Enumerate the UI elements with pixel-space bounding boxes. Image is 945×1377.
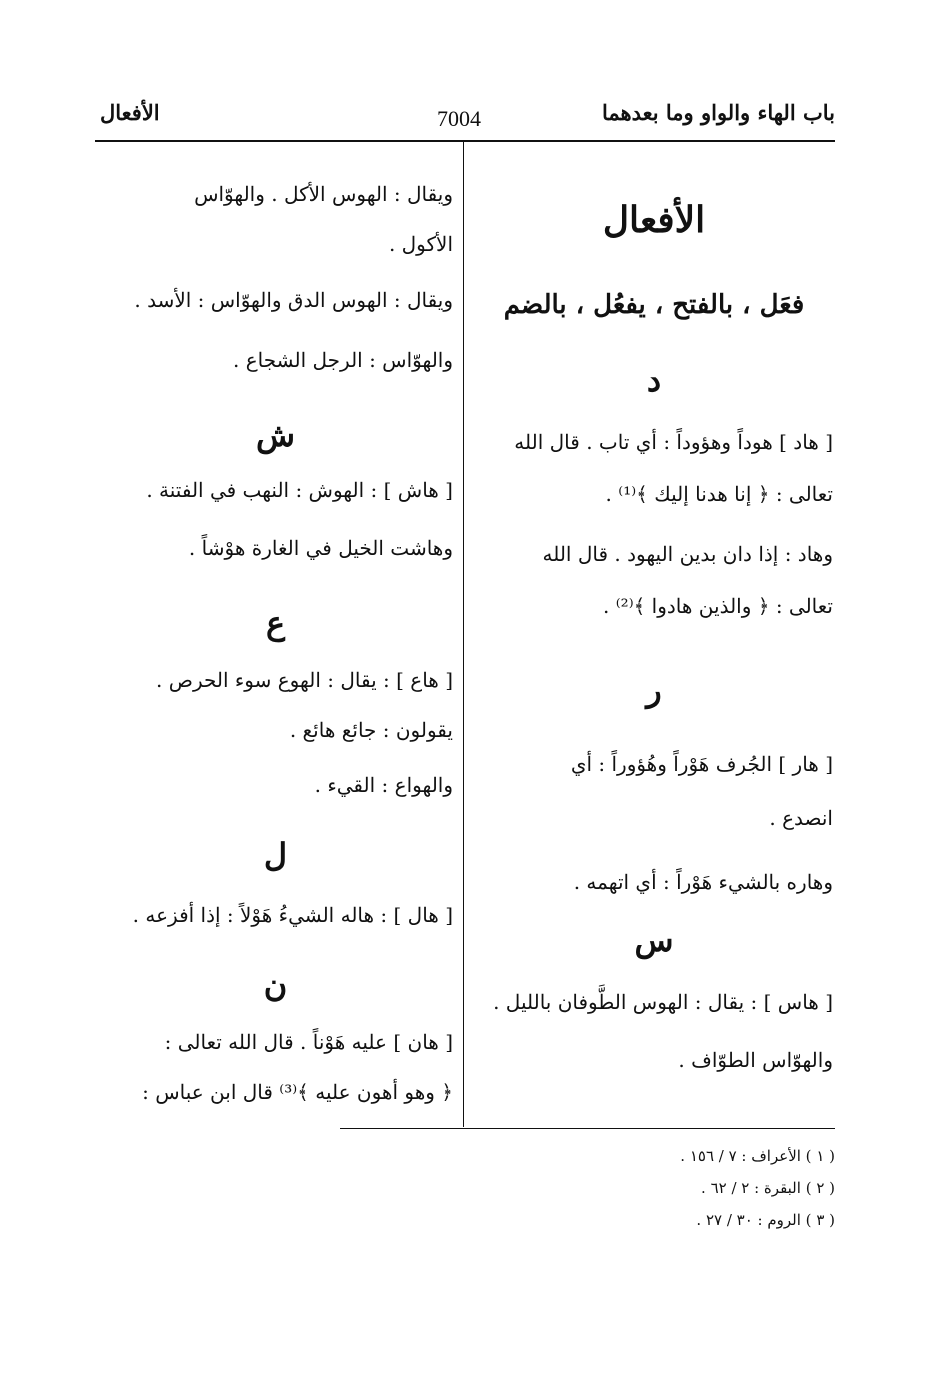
footnote-2: ( ٢ ) البقرة : ٢ / ٦٢ . [701, 1179, 835, 1197]
letter-heading-lam: ل [263, 836, 288, 874]
column-title: الأفعال [602, 199, 706, 241]
chapter-title: باب الهاء والواو وما بعدهما [601, 100, 835, 125]
entry-had2-line2: تعالى : ﴿ والذين هادوا ﴾⁽²⁾ . [603, 594, 833, 618]
entry-hal: [ هال ] : هاله الشيءُ هَوْلاً : إذا أفزعه . [132, 903, 453, 927]
footnote-rule [340, 1128, 835, 1129]
footnote-1: ( ١ ) الأعراف : ٧ / ١٥٦ . [680, 1147, 835, 1165]
verb-pattern-heading: فعَل ، بالفتح ، يفعُل ، بالضم [503, 290, 805, 320]
entry-has3-line1: ويقال : الهوس الأكل . والهوّاس [194, 182, 453, 206]
letter-heading-sin: س [634, 921, 674, 959]
letter-heading-ra: ر [646, 671, 662, 709]
entry-had2-line1: وهاد : إذا دان بدين اليهود . قال الله [542, 542, 833, 566]
entry-had-line1: [ هاد ] هوداً وهؤوداً : أي تاب . قال الله [514, 430, 833, 454]
entry-han-line2: ﴿ وهو أهون عليه ﴾⁽³⁾ قال ابن عباس : [142, 1080, 453, 1104]
entry-hash-line1: [ هاش ] : الهوش : النهب في الفتنة . [146, 478, 453, 502]
header-rule [95, 140, 835, 142]
footnote-3: ( ٣ ) الروم : ٣٠ / ٢٧ . [696, 1211, 835, 1229]
entry-haa-line1: [ هاع ] : يقال : الهوع سوء الحرص . [156, 668, 453, 692]
entry-haa-line3: والهواع : القيء . [314, 773, 453, 797]
entry-had-line2: تعالى : ﴿ إنا هدنا إليك ﴾⁽¹⁾ . [605, 482, 833, 506]
letter-heading-nun: ن [263, 966, 288, 1004]
entry-has-line1: [ هاس ] : يقال : الهوس الطَّوفان بالليل . [493, 990, 833, 1014]
column-divider [463, 142, 464, 1127]
section-title: الأفعال [100, 100, 160, 125]
entry-has4: ويقال : الهوس الدق والهوّاس : الأسد . [134, 288, 453, 312]
entry-has3-line2: الأكول . [388, 232, 453, 256]
entry-has5: والهوّاس : الرجل الشجاع . [233, 348, 453, 372]
letter-heading-ain: ع [265, 604, 286, 642]
entry-has-line2: والهوّاس الطوّاف . [678, 1048, 833, 1072]
entry-har-line2: انصدع . [769, 806, 833, 830]
entry-han-line1: [ هان ] عليه هَوْناً . قال الله تعالى : [164, 1030, 453, 1054]
entry-haa-line2: يقولون : جائع هائع . [289, 718, 453, 742]
letter-heading-dal: د [646, 361, 662, 399]
entry-har2: وهاره بالشيء هَوْراً : أي اتهمه . [573, 870, 833, 894]
footnotes [680, 1140, 835, 1236]
page-header [95, 100, 835, 140]
page-number: 7004 [437, 106, 481, 131]
entry-hash-line2: وهاشت الخيل في الغارة هوْشاً . [188, 536, 453, 560]
letter-heading-shin: ش [255, 416, 296, 454]
entry-har-line1: [ هار ] الجُرف هَوْراً وهُؤوراً : أي [570, 752, 833, 776]
